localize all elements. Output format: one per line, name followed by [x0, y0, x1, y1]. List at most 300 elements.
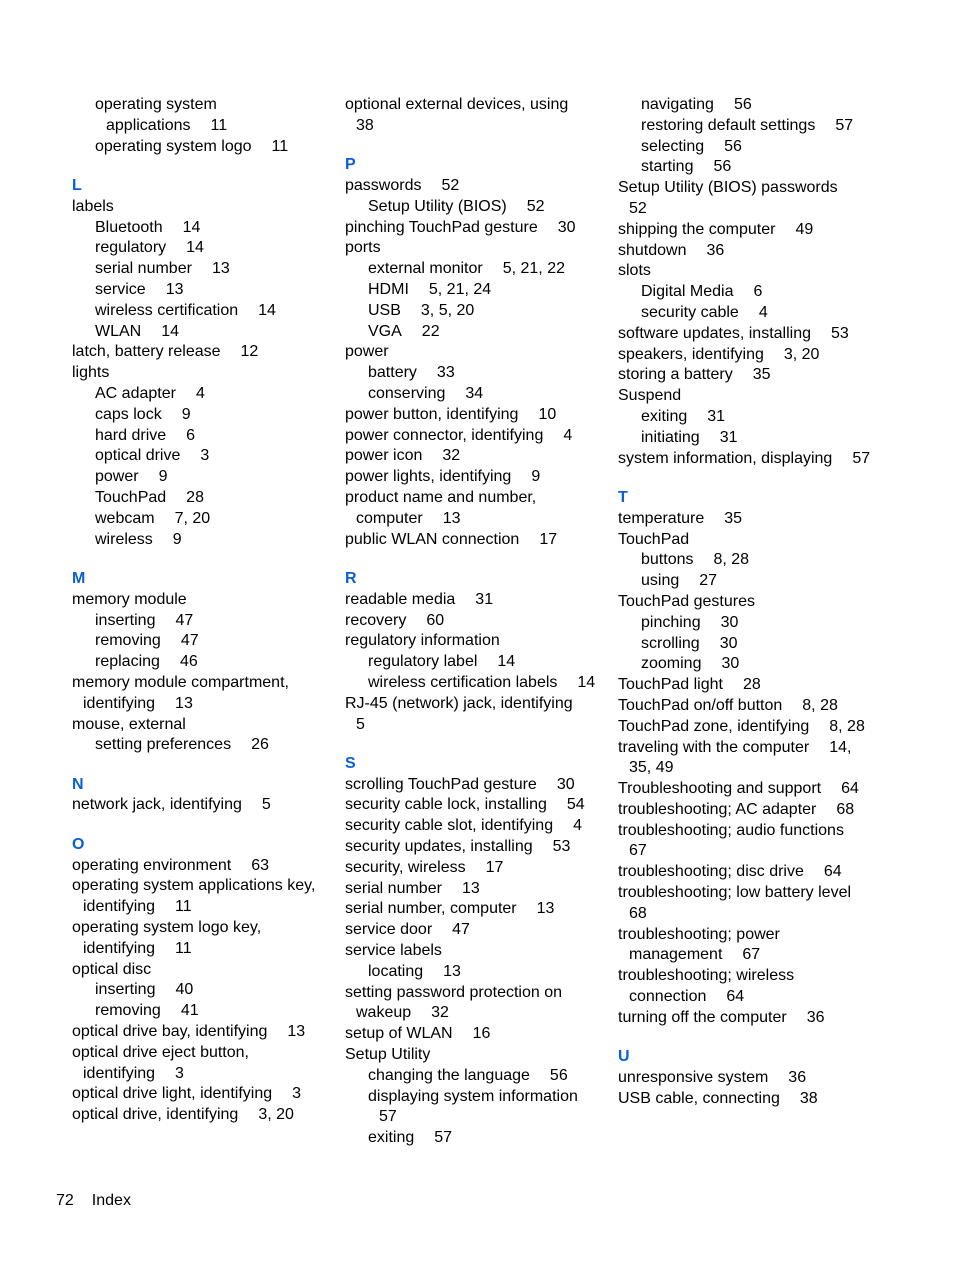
- index-letter-heading: M: [72, 569, 86, 587]
- index-entry: [345, 488, 615, 509]
- index-page-ref: 32: [431, 1004, 449, 1022]
- index-term: external monitor: [368, 260, 483, 278]
- index-page-ref: 12: [240, 343, 259, 361]
- index-term: regulatory label: [368, 653, 478, 671]
- index-page-ref: 34: [465, 384, 484, 402]
- index-term: WLAN: [95, 322, 142, 340]
- index-term: navigating: [641, 96, 714, 113]
- index-page-ref: 36: [788, 1069, 807, 1087]
- index-page-ref: 56: [724, 137, 742, 155]
- index-page-ref: 11: [175, 939, 192, 957]
- index-subentry: [345, 1087, 615, 1108]
- index-term: exiting: [641, 407, 688, 425]
- index-entry: [618, 717, 888, 738]
- index-entry: [72, 1022, 342, 1043]
- index-subentry: [72, 488, 342, 509]
- index-subentry: [72, 301, 342, 322]
- index-page-ref: 56: [549, 1066, 568, 1084]
- index-entry: [72, 694, 342, 715]
- index-term: pinching: [641, 613, 701, 631]
- index-subentry: [72, 1001, 342, 1022]
- index-term: network jack, identifying: [72, 796, 242, 814]
- index-entry: [618, 324, 888, 345]
- index-entry: [72, 856, 342, 877]
- index-subentry: [72, 238, 342, 259]
- index-entry: [72, 1064, 342, 1085]
- index-subentry: [72, 218, 342, 239]
- index-entry: [618, 592, 888, 613]
- index-entry: [345, 95, 615, 116]
- index-entry: [72, 1084, 342, 1105]
- index-term: power icon: [345, 447, 423, 465]
- index-term: serial number, computer: [345, 900, 517, 918]
- index-page-ref: 56: [713, 158, 732, 176]
- index-term: computer: [356, 509, 423, 527]
- index-entry: [618, 779, 888, 800]
- index-subentry: [345, 259, 615, 280]
- index-entry: [345, 879, 615, 900]
- index-entry: [618, 800, 888, 821]
- index-subentry: [345, 322, 615, 343]
- index-entry: [345, 218, 615, 239]
- index-page-ref: 30: [721, 655, 740, 673]
- index-subentry: [618, 613, 888, 634]
- index-page-ref: 14: [258, 301, 276, 319]
- index-term: USB cable, connecting: [618, 1089, 780, 1107]
- index-term: 52: [629, 199, 647, 217]
- index-term: initiating: [641, 428, 700, 446]
- index-term: HDMI: [368, 280, 409, 298]
- index-entry: [618, 241, 888, 262]
- index-term: temperature: [618, 509, 705, 527]
- index-letter-heading: L: [72, 176, 82, 194]
- index-subentry: [72, 95, 342, 116]
- index-term: wireless certification labels: [368, 673, 558, 691]
- index-page-ref: 13: [442, 509, 461, 527]
- index-entry: [345, 530, 615, 551]
- index-subentry: [618, 95, 888, 116]
- index-term: using: [641, 572, 680, 590]
- index-term: optional external devices, using: [345, 96, 569, 113]
- index-subentry: [72, 652, 342, 673]
- index-term: software updates, installing: [618, 324, 811, 342]
- index-page-ref: 68: [836, 800, 855, 818]
- index-page-ref: 6: [186, 426, 196, 444]
- index-page-ref: 14: [161, 322, 180, 340]
- index-term: selecting: [641, 137, 705, 155]
- index-page-ref: 13: [165, 280, 184, 298]
- index-term: 57: [379, 1108, 397, 1126]
- index-term: setting password protection on: [345, 983, 563, 1001]
- index-term: power button, identifying: [345, 405, 519, 423]
- index-letter-heading: R: [345, 569, 357, 587]
- index-subentry: [72, 611, 342, 632]
- index-term: RJ-45 (network) jack, identifying: [345, 694, 573, 712]
- index-page-ref: 30: [719, 634, 738, 652]
- index-page-ref: 11: [271, 137, 289, 155]
- index-subentry: [72, 322, 342, 343]
- index-term: security cable slot, identifying: [345, 817, 554, 835]
- index-term: identifying: [83, 694, 156, 712]
- index-page-ref: 27: [699, 572, 718, 590]
- index-page-ref: 47: [175, 611, 194, 629]
- index-term: regulatory information: [345, 632, 500, 650]
- index-term: hard drive: [95, 426, 167, 444]
- index-subentry: [345, 962, 615, 983]
- index-page-ref: 52: [441, 176, 460, 194]
- index-page-ref: 11: [175, 898, 192, 916]
- index-entry: [345, 920, 615, 941]
- index-page-ref: 40: [175, 981, 194, 999]
- index-page-ref: 7, 20: [174, 509, 211, 527]
- index-entry: [345, 899, 615, 920]
- index-subentry: [345, 673, 615, 694]
- index-term: Setup Utility (BIOS): [368, 197, 507, 215]
- index-subentry: [618, 654, 888, 675]
- index-subentry: [618, 634, 888, 655]
- index-page-ref: 5: [261, 796, 271, 814]
- index-page-ref: 53: [552, 838, 571, 856]
- index-term: USB: [368, 301, 401, 319]
- index-term: Troubleshooting and support: [618, 780, 822, 798]
- index-entry: [72, 342, 342, 363]
- index-term: troubleshooting; power: [618, 925, 780, 943]
- index-term: AC adapter: [95, 384, 176, 402]
- index-page-ref: 3: [200, 447, 210, 465]
- index-entry: [618, 530, 888, 551]
- index-term: optical drive, identifying: [72, 1106, 239, 1124]
- index-term: 68: [629, 904, 647, 922]
- index-term: wakeup: [356, 1004, 412, 1022]
- index-entry: [618, 365, 888, 386]
- index-term: service labels: [345, 942, 442, 960]
- index-term: buttons: [641, 551, 694, 569]
- index-subentry: [72, 405, 342, 426]
- index-term: speakers, identifying: [618, 345, 764, 363]
- index-term: starting: [641, 158, 694, 176]
- index-page-ref: 49: [795, 220, 814, 238]
- index-page-ref: 16: [472, 1025, 491, 1043]
- index-term: shipping the computer: [618, 220, 776, 238]
- index-term: system information, displaying: [618, 449, 833, 467]
- index-term: Setup Utility (BIOS) passwords: [618, 179, 838, 197]
- index-page-ref: 13: [175, 694, 193, 712]
- index-entry: [345, 342, 615, 363]
- index-entry: [345, 1024, 615, 1045]
- index-entry: [345, 446, 615, 467]
- index-entry: [72, 795, 342, 816]
- index-entry: [72, 363, 342, 384]
- index-entry: [618, 904, 888, 925]
- index-entry: [345, 509, 615, 530]
- index-subentry: [618, 282, 888, 303]
- index-term: security cable lock, installing: [345, 796, 547, 814]
- index-page-ref: 5, 21, 24: [428, 280, 492, 298]
- index-page-ref: 9: [181, 405, 191, 423]
- index-subentry: [345, 197, 615, 218]
- index-entry: [72, 960, 342, 981]
- index-entry: [72, 590, 342, 611]
- index-entry: [618, 449, 888, 470]
- index-term: TouchPad: [618, 530, 690, 548]
- index-entry: [345, 694, 615, 715]
- index-page-ref: 53: [831, 324, 849, 342]
- index-term: regulatory: [95, 239, 167, 257]
- index-letter-heading: N: [72, 775, 84, 793]
- index-subentry: [345, 384, 615, 405]
- index-term: operating system logo: [95, 137, 252, 155]
- index-page-ref: 28: [742, 676, 761, 694]
- index-entry: [618, 987, 888, 1008]
- index-entry: [618, 821, 888, 842]
- index-entry: [345, 611, 615, 632]
- index-term: security cable: [641, 303, 739, 321]
- index-term: latch, battery release: [72, 343, 221, 361]
- index-page-ref: 5, 21, 22: [502, 260, 565, 278]
- index-term: slots: [618, 262, 651, 280]
- index-term: optical drive eject button,: [72, 1043, 249, 1061]
- index-entry: [618, 509, 888, 530]
- index-term: locating: [368, 962, 424, 980]
- index-term: management: [629, 946, 723, 964]
- index-column-3: [618, 95, 888, 1110]
- index-page-ref: 8, 28: [829, 717, 865, 735]
- index-page-ref: 3, 20: [258, 1106, 294, 1124]
- index-entry: [345, 467, 615, 488]
- index-page-ref: 17: [485, 858, 504, 876]
- index-entry: [72, 897, 342, 918]
- index-entry: [618, 386, 888, 407]
- index-page-ref: 33: [436, 364, 455, 382]
- index-term: identifying: [83, 898, 156, 916]
- index-page-ref: 13: [211, 260, 230, 278]
- index-column-2: [345, 95, 615, 1149]
- index-page-ref: 30: [720, 613, 739, 631]
- index-entry: [72, 715, 342, 736]
- index-subentry: [618, 550, 888, 571]
- index-term: VGA: [368, 322, 402, 340]
- index-page-ref: 32: [442, 447, 461, 465]
- index-page-ref: 10: [538, 405, 557, 423]
- index-term: service door: [345, 921, 433, 939]
- index-term: lights: [72, 364, 110, 382]
- index-subentry: [618, 157, 888, 178]
- index-page-ref: 3: [292, 1085, 302, 1103]
- index-term: 35, 49: [629, 759, 674, 777]
- index-term: optical disc: [72, 960, 152, 978]
- index-entry: [618, 758, 888, 779]
- index-page-ref: 11: [210, 116, 228, 134]
- index-entry: [618, 738, 888, 759]
- index-subentry: [72, 530, 342, 551]
- index-subentry: [345, 280, 615, 301]
- index-page-ref: 60: [426, 611, 445, 629]
- index-entry: [618, 945, 888, 966]
- index-subentry: [618, 407, 888, 428]
- index-term: security, wireless: [345, 858, 466, 876]
- index-page-ref: 35: [724, 509, 743, 527]
- index-term: setting preferences: [95, 736, 232, 754]
- index-entry: [345, 631, 615, 652]
- index-entry: [72, 918, 342, 939]
- index-term: readable media: [345, 590, 456, 608]
- index-term: connection: [629, 988, 707, 1006]
- index-subentry: [345, 1066, 615, 1087]
- index-term: power: [95, 468, 139, 486]
- index-subentry: [618, 571, 888, 592]
- index-term: troubleshooting; wireless: [618, 967, 795, 985]
- page-footer: [56, 1191, 131, 1212]
- index-term: troubleshooting; audio functions: [618, 821, 844, 839]
- index-term: memory module: [72, 590, 187, 608]
- index-page-ref: 13: [536, 900, 555, 918]
- index-page-ref: 64: [823, 863, 842, 881]
- index-letter-heading: U: [618, 1048, 630, 1066]
- index-term: conserving: [368, 384, 446, 402]
- index-page-ref: 64: [726, 988, 745, 1006]
- index-term: recovery: [345, 611, 407, 629]
- index-entry: [618, 261, 888, 282]
- index-page-ref: 31: [707, 407, 726, 425]
- index-term: 5: [356, 715, 365, 733]
- index-subentry: [72, 116, 342, 137]
- index-term: TouchPad light: [618, 676, 723, 694]
- index-page-ref: 64: [841, 780, 859, 798]
- index-entry: [345, 715, 615, 736]
- index-page-ref: 14: [186, 239, 204, 257]
- index-term: identifying: [83, 939, 156, 957]
- index-entry: [345, 590, 615, 611]
- index-page-ref: 31: [475, 590, 494, 608]
- index-page-ref: 30: [557, 218, 576, 236]
- index-letter-heading: P: [345, 156, 356, 174]
- index-term: serial number: [95, 260, 192, 278]
- index-subentry: [618, 428, 888, 449]
- index-subentry: [72, 426, 342, 447]
- index-term: removing: [95, 632, 161, 650]
- index-term: applications: [106, 116, 191, 134]
- index-page-ref: 14: [497, 653, 516, 671]
- index-page-ref: 57: [852, 449, 871, 467]
- index-page-ref: 56: [733, 96, 752, 113]
- index-term: changing the language: [368, 1066, 530, 1084]
- index-entry: [345, 795, 615, 816]
- index-entry: [72, 673, 342, 694]
- index-entry: [345, 816, 615, 837]
- index-term: storing a battery: [618, 366, 733, 384]
- index-term: security updates, installing: [345, 838, 533, 856]
- index-term: power connector, identifying: [345, 426, 544, 444]
- index-term: zooming: [641, 655, 702, 673]
- index-subentry: [345, 1107, 615, 1128]
- index-term: inserting: [95, 611, 156, 629]
- index-entry: [618, 925, 888, 946]
- section-title: Index: [91, 1192, 131, 1209]
- index-entry: [618, 675, 888, 696]
- page-number: 72: [56, 1192, 74, 1209]
- index-term: unresponsive system: [618, 1069, 769, 1087]
- index-term: operating system: [95, 96, 217, 113]
- index-term: troubleshooting; low battery level: [618, 884, 852, 902]
- index-term: 38: [356, 116, 374, 134]
- index-entry: [72, 1043, 342, 1064]
- index-page-ref: 41: [180, 1002, 199, 1020]
- index-term: replacing: [95, 653, 160, 671]
- index-term: setup of WLAN: [345, 1025, 453, 1043]
- index-entry: [72, 876, 342, 897]
- index-term: operating environment: [72, 856, 232, 874]
- index-term: Setup Utility: [345, 1046, 431, 1064]
- index-page-ref: 13: [443, 962, 461, 980]
- index-term: scrolling: [641, 634, 700, 652]
- index-subentry: [345, 652, 615, 673]
- index-page-ref: 4: [573, 817, 583, 835]
- index-entry: [618, 220, 888, 241]
- index-page-ref: 9: [531, 468, 541, 486]
- index-entry: [345, 1003, 615, 1024]
- index-subentry: [345, 1128, 615, 1149]
- index-term: service: [95, 280, 146, 298]
- index-entry: [345, 116, 615, 137]
- index-page-ref: 52: [526, 197, 545, 215]
- index-term: Bluetooth: [95, 218, 163, 236]
- index-page-ref: 67: [742, 946, 761, 964]
- index-term: exiting: [368, 1129, 415, 1147]
- index-page-ref: 3: [175, 1064, 184, 1082]
- index-term: mouse, external: [72, 715, 186, 733]
- index-entry: [618, 178, 888, 199]
- index-page-ref: 4: [195, 384, 205, 402]
- index-page-ref: 13: [287, 1023, 306, 1041]
- index-entry: [345, 405, 615, 426]
- index-entry: [345, 1045, 615, 1066]
- index-page-ref: 26: [251, 736, 269, 754]
- index-subentry: [72, 631, 342, 652]
- index-page-ref: 54: [566, 796, 585, 814]
- index-subentry: [72, 509, 342, 530]
- index-term: optical drive bay, identifying: [72, 1023, 268, 1041]
- index-entry: [345, 941, 615, 962]
- index-subentry: [72, 735, 342, 756]
- index-entry: [345, 426, 615, 447]
- index-subentry: [72, 280, 342, 301]
- index-term: 67: [629, 842, 647, 860]
- index-term: Suspend: [618, 387, 682, 405]
- index-entry: [345, 238, 615, 259]
- index-entry: [618, 696, 888, 717]
- index-term: pinching TouchPad gesture: [345, 218, 538, 236]
- index-entry: [618, 883, 888, 904]
- index-page-ref: 9: [158, 468, 168, 486]
- index-entry: [618, 1089, 888, 1110]
- index-entry: [618, 862, 888, 883]
- index-subentry: [72, 980, 342, 1001]
- index-term: troubleshooting; AC adapter: [618, 800, 817, 818]
- index-entry: [618, 199, 888, 220]
- index-letter-heading: O: [72, 835, 85, 853]
- index-term: passwords: [345, 176, 422, 194]
- index-entry: [618, 345, 888, 366]
- index-term: wireless: [95, 530, 153, 548]
- index-term: operating system logo key,: [72, 919, 262, 937]
- index-page-ref: 8, 28: [802, 696, 838, 714]
- index-term: restoring default settings: [641, 116, 816, 134]
- index-term: troubleshooting; disc drive: [618, 863, 804, 881]
- index-page-ref: 8, 28: [713, 551, 750, 569]
- index-term: wireless certification: [95, 301, 239, 319]
- index-term: turning off the computer: [618, 1008, 787, 1026]
- index-subentry: [345, 363, 615, 384]
